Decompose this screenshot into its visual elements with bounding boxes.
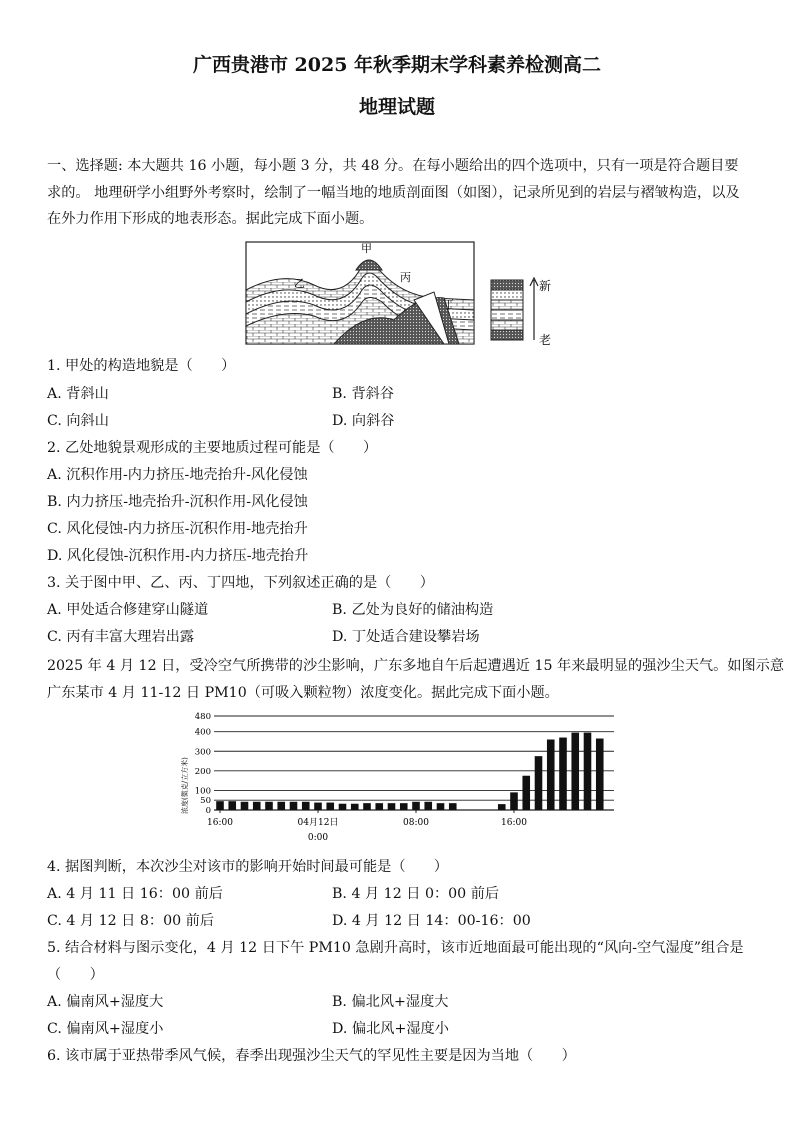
pm10-bar <box>277 802 285 810</box>
pm10-bar <box>449 803 457 810</box>
section-intro <box>47 153 752 233</box>
y-tick-label: 100 <box>194 786 211 797</box>
exam-subtitle: 地理试题 <box>358 96 435 118</box>
question-4-option-b[interactable]: B. 4 月 12 日 0：00 前后 <box>332 886 500 902</box>
question-2-stem: 2. 乙处地貌景观形成的主要地质过程可能是（ ） <box>47 440 378 456</box>
question-1-option-b[interactable]: B. 背斜谷 <box>332 386 395 402</box>
pm10-bar <box>290 802 298 810</box>
pm10-bar <box>498 804 506 810</box>
label-old: 老 <box>539 333 552 347</box>
pm10-bar <box>216 801 224 810</box>
pm10-bar <box>535 756 543 810</box>
pm10-bar <box>412 802 420 810</box>
pm10-bar <box>265 802 273 810</box>
exam-title: 广西贵港市 2025 年秋季期末学科素养检测高二 <box>192 54 602 76</box>
pm10-bar <box>339 804 347 810</box>
pm10-bar <box>375 803 383 810</box>
pm10-bar <box>596 739 604 810</box>
x-tick-label: 08:00 <box>403 818 429 828</box>
x-tick-label: 16:00 <box>207 818 233 828</box>
question-2-option-c[interactable]: C. 风化侵蚀-内力挤压-沉积作用-地壳抬升 <box>47 521 308 537</box>
pm10-bar <box>437 803 445 810</box>
question-5-option-d[interactable]: D. 偏北风+湿度小 <box>332 1021 449 1037</box>
question-3-option-b[interactable]: B. 乙处为良好的储油构造 <box>332 602 494 618</box>
y-tick-label: 50 <box>200 796 211 807</box>
y-tick-label: 300 <box>194 747 211 758</box>
material1-text: 地理研学小组野外考察时，绘制了一幅当地的地质剖面图（如图），记录所见到的岩层与褶皱构造，以及在外力作用下形成的地表形态。据此完成下面小题。 <box>47 184 740 228</box>
question-3-stem: 3. 关于图中甲、乙、丙、丁四地，下列叙述正确的是（ ） <box>47 575 434 591</box>
material2-line1: 2025 年 4 月 12 日，受冷空气所携带的沙尘影响，广东多地自午后起遭遇近 15 年来最明显的强沙尘天气。如图示意 <box>47 658 785 674</box>
pm10-bar <box>241 802 249 810</box>
age-arrow-icon <box>530 278 538 340</box>
y-tick-label: 400 <box>194 727 211 738</box>
label-new: 新 <box>539 279 552 293</box>
pm10-bar-chart <box>176 708 616 850</box>
pm10-bar <box>424 802 432 810</box>
y-tick-label: 200 <box>194 766 211 777</box>
question-1-option-d[interactable]: D. 向斜谷 <box>332 413 395 429</box>
x-tick-label: 04月12日 <box>297 818 339 828</box>
pm10-bar <box>388 803 396 810</box>
question-4-option-a[interactable]: A. 4 月 11 日 16：00 前后 <box>47 886 223 902</box>
material2-line2: 广东某市 4 月 11-12 日 PM10（可吸入颗粒物）浓度变化。据此完成下面小题。 <box>47 685 559 701</box>
pm10-bar <box>363 803 371 810</box>
pm10-bar <box>253 802 261 810</box>
pm10-bar <box>400 803 408 810</box>
pm10-bar <box>547 740 555 811</box>
chart-y-axis-label: 浓度(微克/立方米) <box>181 757 189 814</box>
question-1-option-c[interactable]: C. 向斜山 <box>47 413 109 429</box>
question-6-stem: 6. 该市属于亚热带季风气候，春季出现强沙尘天气的罕见性主要是因为当地（ ） <box>47 1048 576 1064</box>
pm10-bar <box>326 803 334 810</box>
question-1-stem: 1. 甲处的构造地貌是（ ） <box>47 358 236 374</box>
question-5-stem-cont: （ ） <box>47 967 104 983</box>
question-4-option-d[interactable]: D. 4 月 12 日 14：00-16：00 <box>332 913 531 929</box>
question-3-option-c[interactable]: C. 丙有丰富大理岩出露 <box>47 629 195 645</box>
label-ding: 丁 <box>443 298 454 311</box>
question-5-option-a[interactable]: A. 偏南风+湿度大 <box>47 994 164 1010</box>
question-3-option-a[interactable]: A. 甲处适合修建穿山隧道 <box>47 602 209 618</box>
pm10-bar <box>559 738 567 810</box>
y-tick-label: 480 <box>194 712 211 722</box>
question-4-option-c[interactable]: C. 4 月 12 日 8：00 前后 <box>47 913 215 929</box>
question-5-option-c[interactable]: C. 偏南风+湿度小 <box>47 1021 164 1037</box>
pm10-bar <box>228 801 236 810</box>
question-5-stem: 5. 结合材料与图示变化，4 月 12 日下午 PM10 急剧升高时，该市近地面最可能出现的“风向-空气湿度”组合是 <box>47 940 744 956</box>
x-tick-sublabel: 0:00 <box>307 833 329 843</box>
geology-profile-figure <box>244 240 564 352</box>
question-5-option-b[interactable]: B. 偏北风+湿度大 <box>332 994 449 1010</box>
label-yi: 乙 <box>294 277 305 290</box>
pm10-bar <box>302 802 310 810</box>
label-jia: 甲 <box>361 242 372 255</box>
strata-legend <box>491 280 523 340</box>
pm10-bar <box>314 803 322 810</box>
question-3-option-d[interactable]: D. 丁处适合建设攀岩场 <box>332 629 480 645</box>
y-tick-label: 0 <box>205 806 211 816</box>
label-bing: 丙 <box>400 271 411 284</box>
pm10-bar <box>522 776 530 810</box>
question-2-option-b[interactable]: B. 内力挤压-地壳抬升-沉积作用-风化侵蚀 <box>47 494 308 510</box>
pm10-bar <box>584 733 592 810</box>
x-tick-label: 16:00 <box>501 818 527 828</box>
question-2-option-a[interactable]: A. 沉积作用-内力挤压-地壳抬升-风化侵蚀 <box>47 467 308 483</box>
question-4-stem: 4. 据图判断，本次沙尘对该市的影响开始时间最可能是（ ） <box>47 859 449 875</box>
pm10-bar <box>571 733 579 810</box>
pm10-bar <box>351 804 359 810</box>
question-1-option-a[interactable]: A. 背斜山 <box>47 386 109 402</box>
pm10-bar <box>510 792 518 810</box>
section-intro-text: 一、选择题: 本大题共 16 小题，每小题 3 分，共 48 分。在每小题给出的四个选项中，只有一项是符合题目要求的。 <box>47 158 739 201</box>
question-2-option-d[interactable]: D. 风化侵蚀-沉积作用-内力挤压-地壳抬升 <box>47 548 309 564</box>
